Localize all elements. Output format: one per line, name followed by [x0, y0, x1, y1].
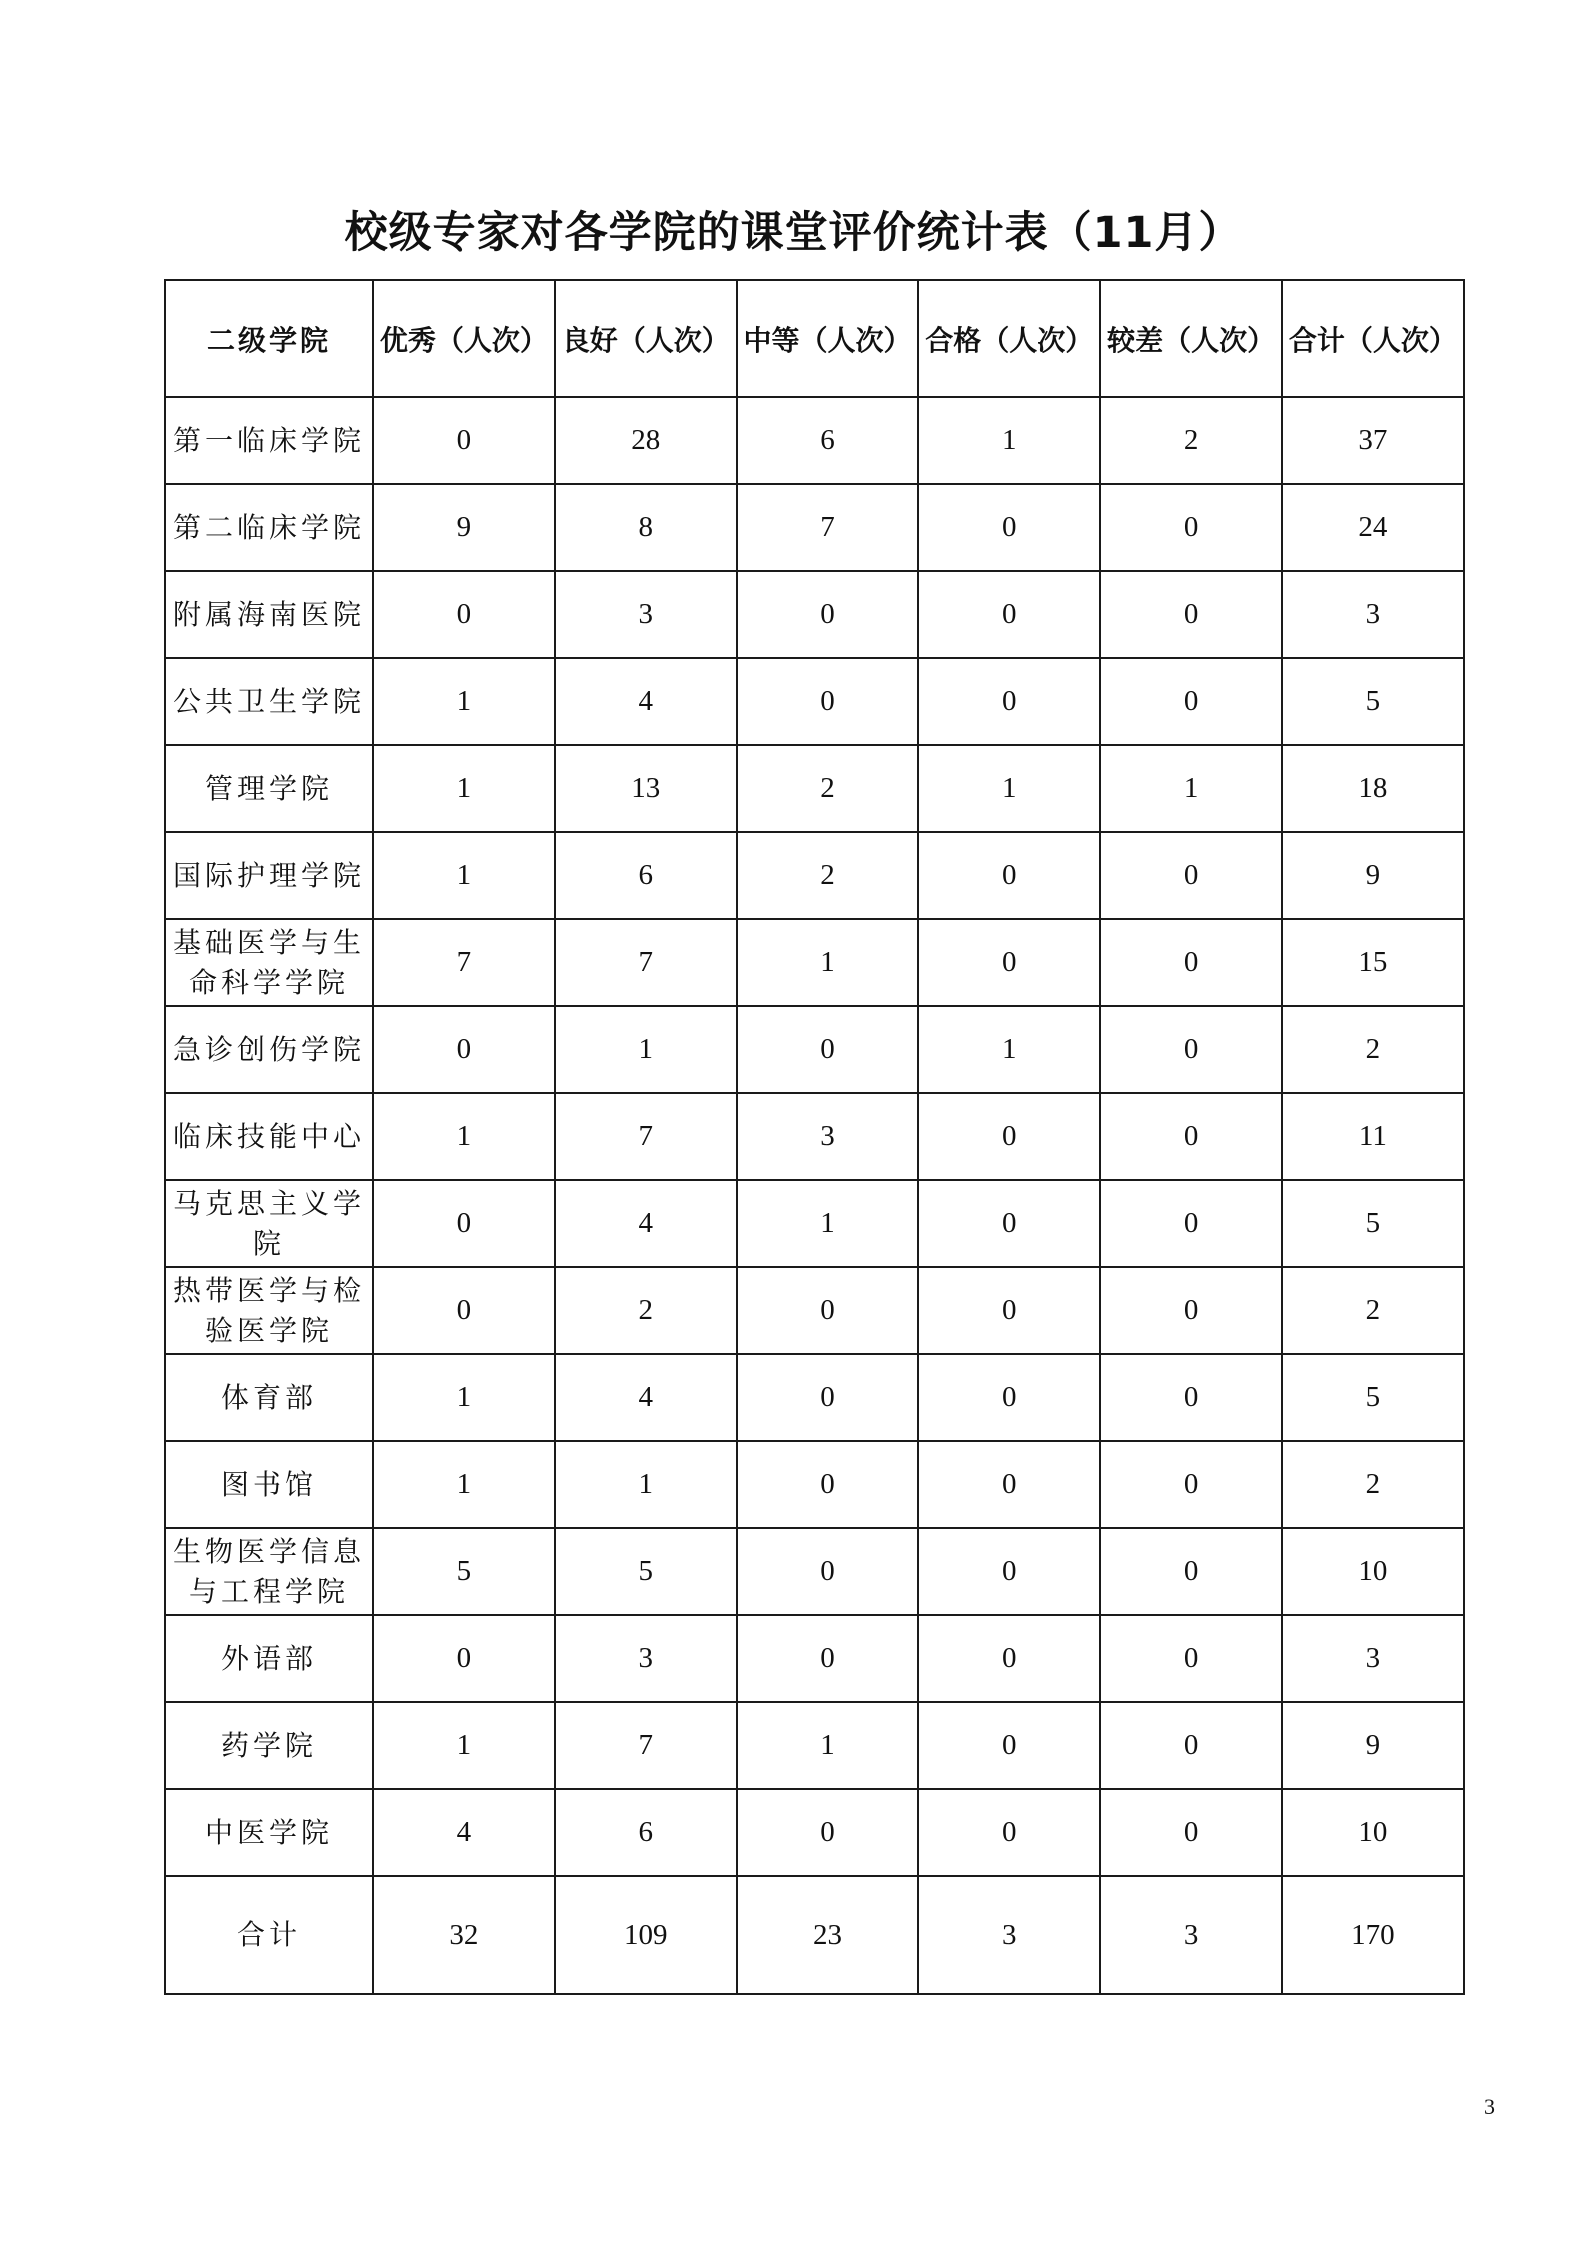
table-row: [165, 1789, 1464, 1876]
poor-cell: 0: [1100, 919, 1282, 1006]
college-name-cell: 体育部: [165, 1354, 373, 1441]
college-name-cell: 中医学院: [165, 1789, 373, 1876]
excellent-cell: 0: [373, 397, 555, 484]
poor-cell: 0: [1100, 1441, 1282, 1528]
poor-cell: 0: [1100, 1180, 1282, 1267]
medium-cell: 1: [737, 1180, 919, 1267]
table-row: [165, 1615, 1464, 1702]
poor-cell: 1: [1100, 745, 1282, 832]
column-header-medium: 中等（人次）: [737, 280, 919, 397]
good-cell: 3: [555, 571, 737, 658]
medium-cell: 0: [737, 1267, 919, 1354]
poor-cell: 0: [1100, 832, 1282, 919]
medium-cell: 0: [737, 1789, 919, 1876]
sum-cell: 3: [1282, 571, 1464, 658]
good-cell: 8: [555, 484, 737, 571]
pass-cell: 0: [918, 658, 1100, 745]
table-row: [165, 1702, 1464, 1789]
good-cell: 5: [555, 1528, 737, 1615]
total-poor-cell: 3: [1100, 1876, 1282, 1994]
excellent-cell: 0: [373, 571, 555, 658]
column-header-poor: 较差（人次）: [1100, 280, 1282, 397]
poor-cell: 0: [1100, 1354, 1282, 1441]
excellent-cell: 0: [373, 1267, 555, 1354]
excellent-cell: 1: [373, 1093, 555, 1180]
pass-cell: 0: [918, 1615, 1100, 1702]
college-name-cell: 外语部: [165, 1615, 373, 1702]
excellent-cell: 1: [373, 1702, 555, 1789]
page-number: 3: [1484, 2094, 1495, 2119]
total-row: [165, 1876, 1464, 1994]
table-row: [165, 1180, 1464, 1267]
good-cell: 3: [555, 1615, 737, 1702]
sum-cell: 37: [1282, 397, 1464, 484]
pass-cell: 0: [918, 1528, 1100, 1615]
sum-cell: 5: [1282, 658, 1464, 745]
table-row: [165, 1093, 1464, 1180]
column-header-good: 良好（人次）: [555, 280, 737, 397]
pass-cell: 1: [918, 397, 1100, 484]
college-name-cell: 国际护理学院: [165, 832, 373, 919]
college-name-cell: 公共卫生学院: [165, 658, 373, 745]
page-title: 校级专家对各学院的课堂评价统计表（11月）: [344, 208, 1243, 258]
excellent-cell: 0: [373, 1006, 555, 1093]
pass-cell: 0: [918, 484, 1100, 571]
table-row: [165, 745, 1464, 832]
medium-cell: 0: [737, 1528, 919, 1615]
medium-cell: 0: [737, 1441, 919, 1528]
college-name-cell: 生物医学信息与工程学院: [165, 1528, 373, 1615]
good-cell: 4: [555, 1180, 737, 1267]
table-row: [165, 397, 1464, 484]
medium-cell: 0: [737, 658, 919, 745]
good-cell: 7: [555, 1093, 737, 1180]
pass-cell: 1: [918, 745, 1100, 832]
column-header-college: 二级学院: [165, 280, 373, 397]
poor-cell: 0: [1100, 1702, 1282, 1789]
sum-cell: 24: [1282, 484, 1464, 571]
poor-cell: 0: [1100, 658, 1282, 745]
poor-cell: 0: [1100, 571, 1282, 658]
pass-cell: 0: [918, 1267, 1100, 1354]
table-row: [165, 1267, 1464, 1354]
total-row-label: 合计: [165, 1876, 373, 1994]
total-sum-cell: 170: [1282, 1876, 1464, 1994]
good-cell: 4: [555, 658, 737, 745]
total-good-cell: 109: [555, 1876, 737, 1994]
column-header-excellent: 优秀（人次）: [373, 280, 555, 397]
sum-cell: 2: [1282, 1441, 1464, 1528]
sum-cell: 3: [1282, 1615, 1464, 1702]
excellent-cell: 1: [373, 832, 555, 919]
excellent-cell: 1: [373, 745, 555, 832]
table-row: [165, 832, 1464, 919]
excellent-cell: 9: [373, 484, 555, 571]
total-excellent-cell: 32: [373, 1876, 555, 1994]
excellent-cell: 1: [373, 658, 555, 745]
excellent-cell: 1: [373, 1354, 555, 1441]
good-cell: 2: [555, 1267, 737, 1354]
excellent-cell: 0: [373, 1615, 555, 1702]
good-cell: 7: [555, 1702, 737, 1789]
sum-cell: 9: [1282, 1702, 1464, 1789]
excellent-cell: 0: [373, 1180, 555, 1267]
medium-cell: 1: [737, 1702, 919, 1789]
good-cell: 1: [555, 1441, 737, 1528]
pass-cell: 0: [918, 1789, 1100, 1876]
medium-cell: 6: [737, 397, 919, 484]
sum-cell: 5: [1282, 1180, 1464, 1267]
poor-cell: 0: [1100, 484, 1282, 571]
sum-cell: 10: [1282, 1789, 1464, 1876]
sum-cell: 18: [1282, 745, 1464, 832]
college-name-cell: 热带医学与检验医学院: [165, 1267, 373, 1354]
poor-cell: 0: [1100, 1267, 1282, 1354]
poor-cell: 2: [1100, 397, 1282, 484]
good-cell: 6: [555, 832, 737, 919]
college-name-cell: 基础医学与生命科学学院: [165, 919, 373, 1006]
table-row: [165, 1528, 1464, 1615]
sum-cell: 5: [1282, 1354, 1464, 1441]
sum-cell: 2: [1282, 1267, 1464, 1354]
table-header-row: [165, 280, 1464, 397]
table-row: [165, 919, 1464, 1006]
sum-cell: 15: [1282, 919, 1464, 1006]
medium-cell: 7: [737, 484, 919, 571]
pass-cell: 0: [918, 571, 1100, 658]
medium-cell: 0: [737, 1354, 919, 1441]
good-cell: 13: [555, 745, 737, 832]
excellent-cell: 4: [373, 1789, 555, 1876]
college-name-cell: 图书馆: [165, 1441, 373, 1528]
column-header-total: 合计（人次）: [1282, 280, 1464, 397]
excellent-cell: 5: [373, 1528, 555, 1615]
pass-cell: 0: [918, 1702, 1100, 1789]
poor-cell: 0: [1100, 1093, 1282, 1180]
table-row: [165, 1441, 1464, 1528]
poor-cell: 0: [1100, 1006, 1282, 1093]
pass-cell: 0: [918, 919, 1100, 1006]
poor-cell: 0: [1100, 1528, 1282, 1615]
medium-cell: 2: [737, 832, 919, 919]
statistics-table: [164, 279, 1465, 1995]
pass-cell: 0: [918, 832, 1100, 919]
good-cell: 7: [555, 919, 737, 1006]
table-row: [165, 571, 1464, 658]
medium-cell: 3: [737, 1093, 919, 1180]
college-name-cell: 马克思主义学院: [165, 1180, 373, 1267]
sum-cell: 9: [1282, 832, 1464, 919]
pass-cell: 0: [918, 1180, 1100, 1267]
college-name-cell: 管理学院: [165, 745, 373, 832]
sum-cell: 11: [1282, 1093, 1464, 1180]
college-name-cell: 第二临床学院: [165, 484, 373, 571]
good-cell: 6: [555, 1789, 737, 1876]
medium-cell: 1: [737, 919, 919, 1006]
excellent-cell: 7: [373, 919, 555, 1006]
table-row: [165, 484, 1464, 571]
medium-cell: 0: [737, 571, 919, 658]
medium-cell: 0: [737, 1006, 919, 1093]
excellent-cell: 1: [373, 1441, 555, 1528]
table-row: [165, 1354, 1464, 1441]
medium-cell: 0: [737, 1615, 919, 1702]
college-name-cell: 临床技能中心: [165, 1093, 373, 1180]
poor-cell: 0: [1100, 1615, 1282, 1702]
sum-cell: 10: [1282, 1528, 1464, 1615]
pass-cell: 0: [918, 1441, 1100, 1528]
pass-cell: 1: [918, 1006, 1100, 1093]
total-medium-cell: 23: [737, 1876, 919, 1994]
college-name-cell: 第一临床学院: [165, 397, 373, 484]
total-pass-cell: 3: [918, 1876, 1100, 1994]
good-cell: 28: [555, 397, 737, 484]
table-row: [165, 1006, 1464, 1093]
pass-cell: 0: [918, 1093, 1100, 1180]
college-name-cell: 药学院: [165, 1702, 373, 1789]
column-header-pass: 合格（人次）: [918, 280, 1100, 397]
medium-cell: 2: [737, 745, 919, 832]
college-name-cell: 急诊创伤学院: [165, 1006, 373, 1093]
table-row: [165, 658, 1464, 745]
sum-cell: 2: [1282, 1006, 1464, 1093]
pass-cell: 0: [918, 1354, 1100, 1441]
good-cell: 1: [555, 1006, 737, 1093]
college-name-cell: 附属海南医院: [165, 571, 373, 658]
poor-cell: 0: [1100, 1789, 1282, 1876]
good-cell: 4: [555, 1354, 737, 1441]
